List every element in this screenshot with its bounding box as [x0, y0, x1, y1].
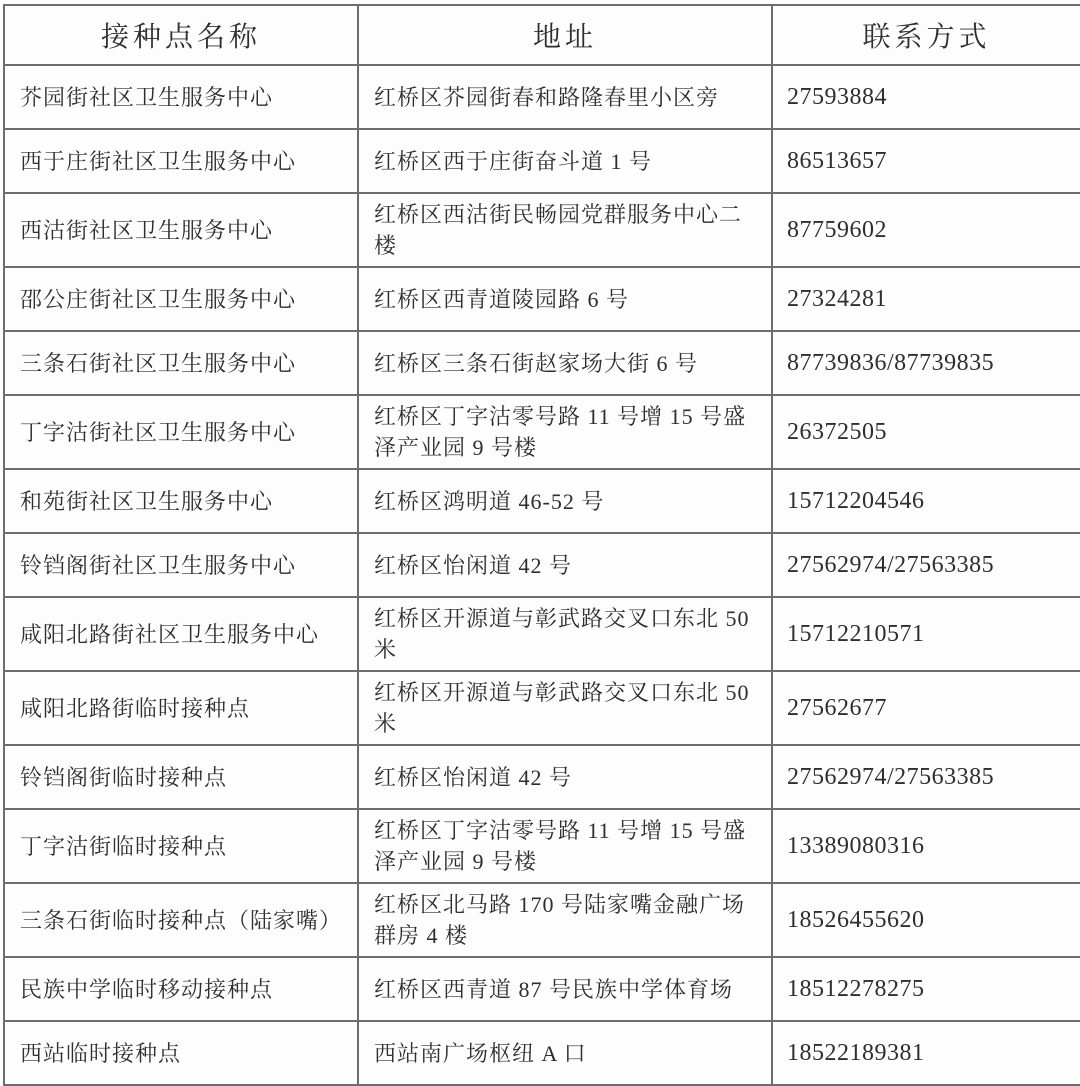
- site-address-cell: 红桥区三条石街赵家场大街 6 号: [358, 331, 772, 395]
- site-name-cell: 铃铛阁街临时接种点: [4, 745, 358, 809]
- site-name-cell: 西站临时接种点: [4, 1021, 358, 1085]
- site-contact-cell: 27562677: [772, 671, 1080, 745]
- site-address-cell: 红桥区丁字沽零号路 11 号增 15 号盛泽产业园 9 号楼: [358, 395, 772, 469]
- site-name-cell: 丁字沽街临时接种点: [4, 809, 358, 883]
- site-name-cell: 丁字沽街社区卫生服务中心: [4, 395, 358, 469]
- site-address-cell: 红桥区鸿明道 46-52 号: [358, 469, 772, 533]
- site-name-cell: 和苑街社区卫生服务中心: [4, 469, 358, 533]
- table-row: [4, 129, 1080, 193]
- site-name-cell: 铃铛阁街社区卫生服务中心: [4, 533, 358, 597]
- table-row: [4, 331, 1080, 395]
- site-address-cell: 红桥区北马路 170 号陆家嘴金融广场群房 4 楼: [358, 883, 772, 957]
- site-name-cell: 咸阳北路街社区卫生服务中心: [4, 597, 358, 671]
- site-address-cell: 红桥区开源道与彰武路交叉口东北 50 米: [358, 671, 772, 745]
- table-row: [4, 671, 1080, 745]
- table-row: [4, 809, 1080, 883]
- table-row: [4, 395, 1080, 469]
- site-contact-cell: 86513657: [772, 129, 1080, 193]
- column-header-site-name: 接种点名称: [4, 5, 358, 65]
- site-contact-cell: 27324281: [772, 267, 1080, 331]
- site-address-cell: 红桥区西沽街民畅园党群服务中心二楼: [358, 193, 772, 267]
- site-contact-cell: 15712204546: [772, 469, 1080, 533]
- site-address-cell: 西站南广场枢纽 A 口: [358, 1021, 772, 1085]
- site-address-cell: 红桥区怡闲道 42 号: [358, 745, 772, 809]
- column-header-address: 地址: [358, 5, 772, 65]
- site-name-cell: 咸阳北路街临时接种点: [4, 671, 358, 745]
- site-address-cell: 红桥区芥园街春和路隆春里小区旁: [358, 65, 772, 129]
- site-address-cell: 红桥区西青道 87 号民族中学体育场: [358, 957, 772, 1021]
- site-name-cell: 西于庄街社区卫生服务中心: [4, 129, 358, 193]
- site-contact-cell: 15712210571: [772, 597, 1080, 671]
- site-name-cell: 芥园街社区卫生服务中心: [4, 65, 358, 129]
- vaccination-sites-table: [3, 4, 1080, 1086]
- site-name-cell: 民族中学临时移动接种点: [4, 957, 358, 1021]
- table-row: [4, 533, 1080, 597]
- column-header-contact: 联系方式: [772, 5, 1080, 65]
- table-row: [4, 745, 1080, 809]
- site-contact-cell: 87739836/87739835: [772, 331, 1080, 395]
- site-address-cell: 红桥区西青道陵园路 6 号: [358, 267, 772, 331]
- table-body: [4, 65, 1080, 1085]
- site-address-cell: 红桥区开源道与彰武路交叉口东北 50 米: [358, 597, 772, 671]
- site-name-cell: 三条石街临时接种点（陆家嘴）: [4, 883, 358, 957]
- table-row: [4, 193, 1080, 267]
- site-contact-cell: 27562974/27563385: [772, 533, 1080, 597]
- site-contact-cell: 27562974/27563385: [772, 745, 1080, 809]
- table-row: [4, 1021, 1080, 1085]
- site-contact-cell: 27593884: [772, 65, 1080, 129]
- table-row: [4, 597, 1080, 671]
- table-row: [4, 469, 1080, 533]
- site-address-cell: 红桥区怡闲道 42 号: [358, 533, 772, 597]
- site-name-cell: 邵公庄街社区卫生服务中心: [4, 267, 358, 331]
- site-contact-cell: 18526455620: [772, 883, 1080, 957]
- site-address-cell: 红桥区西于庄街奋斗道 1 号: [358, 129, 772, 193]
- table-row: [4, 65, 1080, 129]
- table-row: [4, 957, 1080, 1021]
- site-contact-cell: 18512278275: [772, 957, 1080, 1021]
- site-contact-cell: 26372505: [772, 395, 1080, 469]
- site-contact-cell: 87759602: [772, 193, 1080, 267]
- header-row: [4, 5, 1080, 65]
- site-name-cell: 三条石街社区卫生服务中心: [4, 331, 358, 395]
- table-row: [4, 267, 1080, 331]
- site-address-cell: 红桥区丁字沽零号路 11 号增 15 号盛泽产业园 9 号楼: [358, 809, 772, 883]
- site-contact-cell: 13389080316: [772, 809, 1080, 883]
- site-contact-cell: 18522189381: [772, 1021, 1080, 1085]
- table-row: [4, 883, 1080, 957]
- site-name-cell: 西沽街社区卫生服务中心: [4, 193, 358, 267]
